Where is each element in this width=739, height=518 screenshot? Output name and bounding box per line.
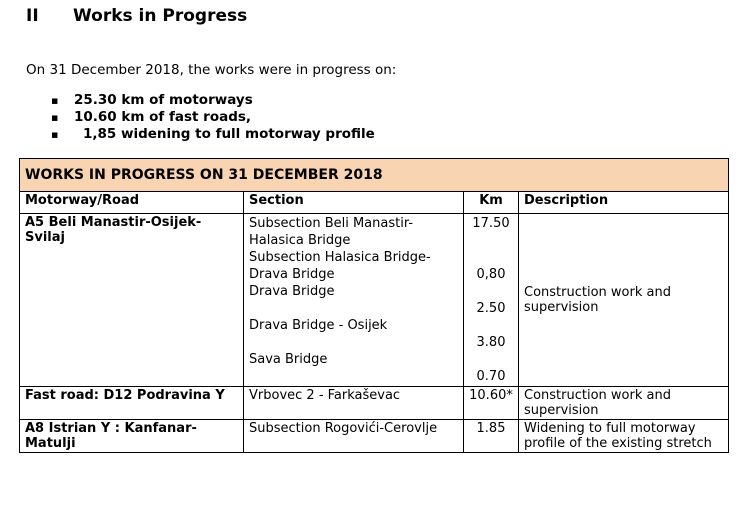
km-value: 17.50: [472, 216, 510, 231]
section-text: Drava Bridge: [249, 284, 335, 299]
description-cell: Widening to full motorway profile of the existing stretch: [519, 420, 729, 453]
section-heading: [26, 6, 247, 26]
column-header-km: Km: [464, 192, 519, 214]
section-text: Subsection Beli Manastir-Halasica Bridge: [249, 216, 414, 248]
column-header-section: Section: [244, 192, 464, 214]
section-cell: Vrbovec 2 - Farkaševac: [244, 387, 464, 420]
list-item: ▪ 1,85 widening to full motorway profile: [26, 126, 375, 143]
works-table: [19, 158, 729, 453]
km-cell: [464, 214, 519, 387]
section-text: Drava Bridge - Osijek: [249, 318, 388, 333]
road-cell: A8 Istrian Y : Kanfanar-Matulji: [20, 420, 244, 453]
table-row: [20, 420, 729, 453]
section-text: Subsection Halasica Bridge-Drava Bridge: [249, 250, 431, 282]
intro-text: On 31 December 2018, the works were in progress on:: [26, 62, 397, 78]
summary-list: [26, 92, 375, 143]
list-item: ▪ 25.30 km of motorways: [26, 92, 375, 109]
km-value: 2.50: [476, 301, 506, 316]
section-number: II: [26, 6, 39, 26]
km-value: 3.80: [476, 335, 506, 350]
road-cell: A5 Beli Manastir-Osijek-Svilaj: [20, 214, 244, 387]
table-row: [20, 387, 729, 420]
section-cell: Subsection Rogovići-Cerovlje: [244, 420, 464, 453]
description-cell: Construction work and supervision: [519, 214, 729, 387]
road-cell: Fast road: D12 Podravina Y: [20, 387, 244, 420]
column-header-road: Motorway/Road: [20, 192, 244, 214]
km-value: 0.70: [476, 369, 506, 384]
table-row: [20, 214, 729, 387]
description-cell: Construction work and supervision: [519, 387, 729, 420]
section-cell: [244, 214, 464, 387]
section-title: Works in Progress: [73, 6, 248, 26]
list-item: ▪ 10.60 km of fast roads,: [26, 109, 375, 126]
table-title: WORKS IN PROGRESS ON 31 DECEMBER 2018: [20, 159, 729, 192]
km-value: 0,80: [476, 267, 506, 282]
section-text: Sava Bridge: [249, 352, 328, 367]
km-cell: 1.85: [464, 420, 519, 453]
column-header-description: Description: [519, 192, 729, 214]
km-cell: 10.60*: [464, 387, 519, 420]
